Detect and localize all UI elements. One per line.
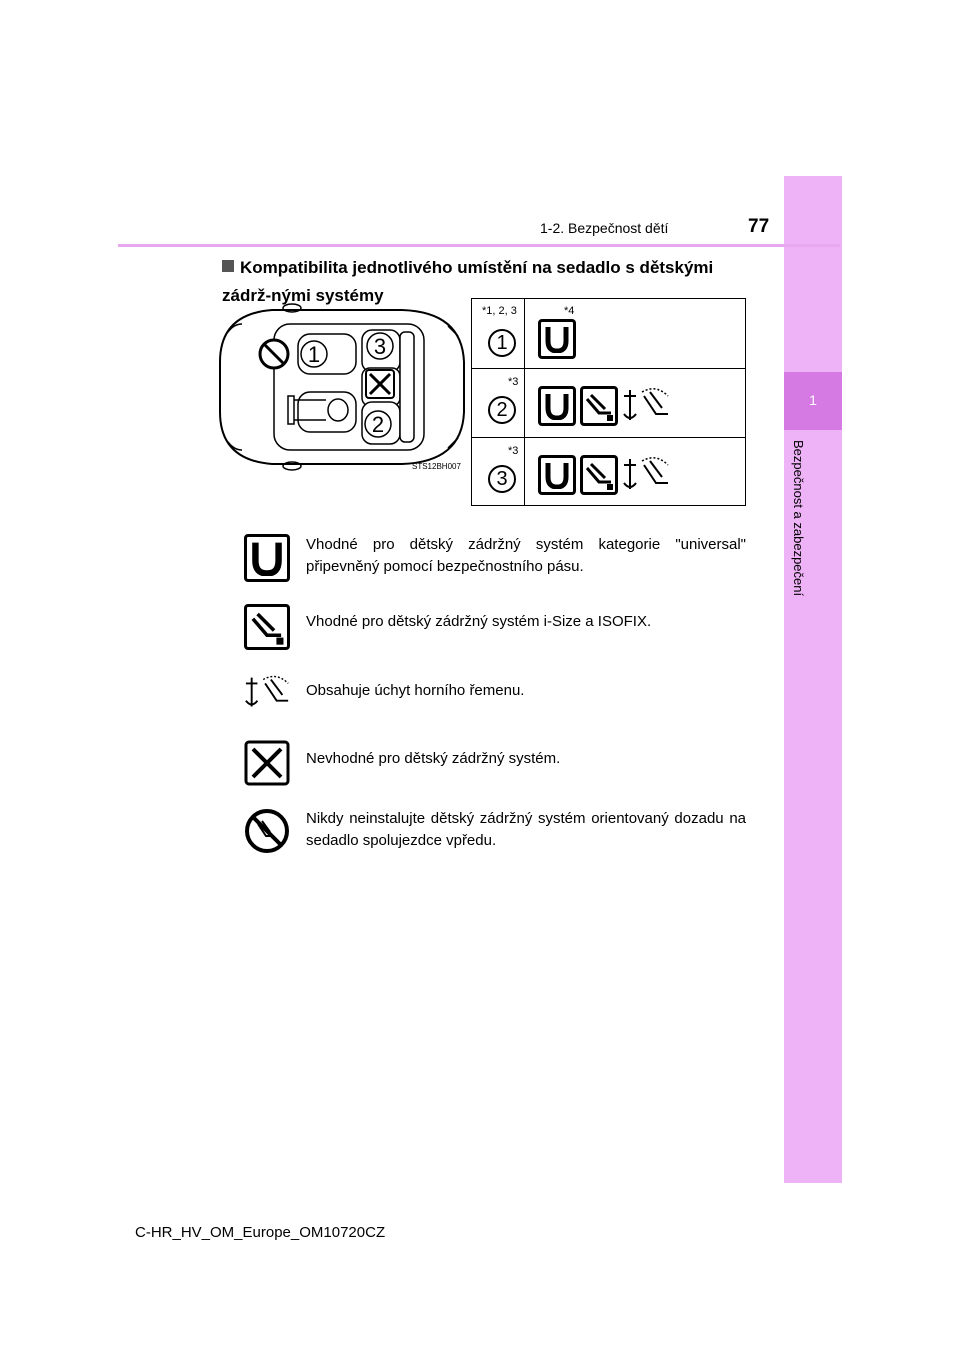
universal-icon (538, 455, 576, 495)
legend-text-universal: Vhodné pro dětský zádržný systém kategorie "universal" připevněný pomocí bezpečnostního pásu. (306, 536, 746, 575)
legend-text-tether: Obsahuje úchyt horního řemenu. (306, 682, 525, 699)
legend-isofix-icon (244, 604, 290, 650)
legend-no-rear-facing-icon (244, 808, 290, 859)
seat-number-1: 1 (307, 342, 321, 367)
top-tether-icon (622, 386, 672, 426)
heading-bullet-icon (222, 260, 234, 272)
seat-circle: 1 (488, 329, 516, 357)
seat-circle: 2 (488, 396, 516, 424)
heading-text: Kompatibilita jednotlivého umístění na sedadlo s dětskými zádrž-nými systémy (222, 258, 714, 305)
note-right: *4 (564, 305, 575, 317)
document-footer: C-HR_HV_OM_Europe_OM10720CZ (135, 1224, 386, 1241)
universal-icon (538, 386, 576, 426)
car-seat-diagram (212, 302, 470, 474)
chapter-title: Bezpečnost a zabezpečení (791, 440, 806, 597)
chapter-number: 1 (809, 392, 817, 408)
no-rear-facing-icon (244, 808, 290, 854)
section-title: 1-2. Bezpečnost dětí (540, 220, 669, 236)
chapter-side-tab (784, 176, 842, 1183)
note-left: *1, 2, 3 (482, 305, 517, 317)
figure-code: STS12BH007 (412, 462, 461, 471)
table-row (472, 368, 745, 438)
table-row (472, 437, 745, 506)
seat-circle: 3 (488, 465, 516, 493)
row-note: *3 (508, 445, 519, 457)
legend-text-no-rear-facing: Nikdy neinstalujte dětský zádržný systém orientovaný dozadu na sedadlo spolujezdce vpředu. (306, 810, 746, 849)
top-tether-icon (622, 455, 672, 495)
top-tether-icon (244, 672, 292, 714)
isofix-icon (580, 386, 618, 426)
legend-not-suitable-icon (244, 740, 290, 791)
seat-number-3: 3 (373, 334, 387, 359)
legend-universal-icon (244, 534, 290, 582)
row-note: *3 (508, 376, 519, 388)
header-rule (118, 244, 840, 247)
page-number: 77 (748, 216, 770, 237)
universal-icon (244, 534, 290, 582)
legend-text-isofix: Vhodné pro dětský zádržný systém i-Size a ISOFIX. (306, 613, 652, 630)
isofix-icon (580, 455, 618, 495)
compat-table (471, 298, 746, 506)
universal-icon (538, 319, 576, 359)
not-suitable-icon (244, 740, 290, 786)
isofix-icon (244, 604, 290, 650)
table-row (472, 299, 745, 369)
seat-number-2: 2 (371, 412, 385, 437)
legend-text-not-suitable: Nevhodné pro dětský zádržný systém. (306, 750, 561, 767)
